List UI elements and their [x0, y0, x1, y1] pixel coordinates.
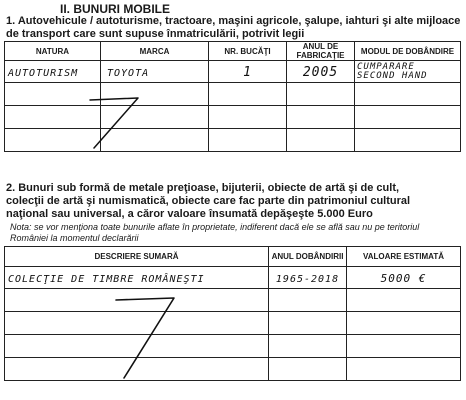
table-row-empty	[5, 83, 461, 106]
col-natura: NATURA	[5, 42, 101, 61]
cell-an-dobandirii: 1965-2018	[275, 273, 340, 285]
table-row	[5, 61, 461, 83]
cell-nr: 1	[243, 64, 252, 80]
col-valoare: VALOARE ESTIMATĂ	[347, 247, 461, 267]
part2-note	[10, 222, 419, 244]
table-row-empty	[5, 312, 461, 335]
part2-heading-line2: colecţii de artă şi numismatică, obiecte care fac parte din patrimoniul cultural	[6, 195, 411, 207]
col-modul-dobandire: MODUL DE DOBÂNDIRE	[355, 42, 461, 61]
vehicles-table	[4, 41, 461, 152]
strike-through-mark	[96, 294, 186, 384]
table-row-empty	[5, 106, 461, 129]
col-marca: MARCA	[101, 42, 209, 61]
part2-note-line1: Nota: se vor menţiona toate bunurile aflate în proprietate, indiferent dacă ele se află sau nu pe teritoriul	[10, 222, 420, 232]
vehicles-table-header	[5, 42, 461, 61]
section-title: II. BUNURI MOBILE	[60, 2, 170, 16]
table-row-empty	[5, 129, 461, 152]
table-row-empty	[5, 358, 461, 381]
table-row-empty	[5, 335, 461, 358]
valuables-table	[4, 246, 461, 381]
valuables-table-header	[5, 247, 461, 267]
cell-an: 2005	[302, 64, 339, 80]
cell-mod-line1: CUMPARARE	[357, 61, 415, 72]
table-row	[5, 267, 461, 289]
part2-heading-line1: 2. Bunuri sub formă de metale preţioase, bijuterii, obiecte de artă şi de cult,	[6, 182, 400, 194]
part1-heading-line1: 1. Autovehicule / autoturisme, tractoare, maşini agricole, şalupe, iahturi şi alte mijloace	[6, 15, 461, 27]
part2-heading-line3: naţional sau universal, a căror valoare însumată depăşeşte 5.000 Euro	[6, 208, 373, 220]
part1-heading-line2: de transport care sunt supuse înmatriculării, potrivit legii	[6, 28, 305, 40]
strike-through-mark	[80, 94, 160, 154]
col-nr-bucati: NR. BUCĂŢI	[209, 42, 287, 61]
cell-mod-line2: SECOND HAND	[357, 70, 428, 81]
col-anul-fabricatiei: ANUL DE FABRICAŢIE	[287, 42, 355, 61]
part1-heading	[6, 15, 460, 41]
table-row-empty	[5, 289, 461, 312]
cell-descriere: COLECŢIE DE TIMBRE ROMÂNEŞTI	[8, 273, 205, 285]
cell-natura: AUTOTURISM	[8, 67, 79, 79]
part2-heading	[6, 182, 410, 221]
part2-note-line2: României la momentul declarării	[10, 233, 139, 243]
cell-valoare: 5000 €	[380, 271, 427, 285]
cell-marca: TOYOTA	[107, 67, 150, 79]
col-anul-dobandirii: ANUL DOBÂNDIRII	[269, 247, 347, 267]
col-descriere: DESCRIERE SUMARĂ	[5, 247, 269, 267]
